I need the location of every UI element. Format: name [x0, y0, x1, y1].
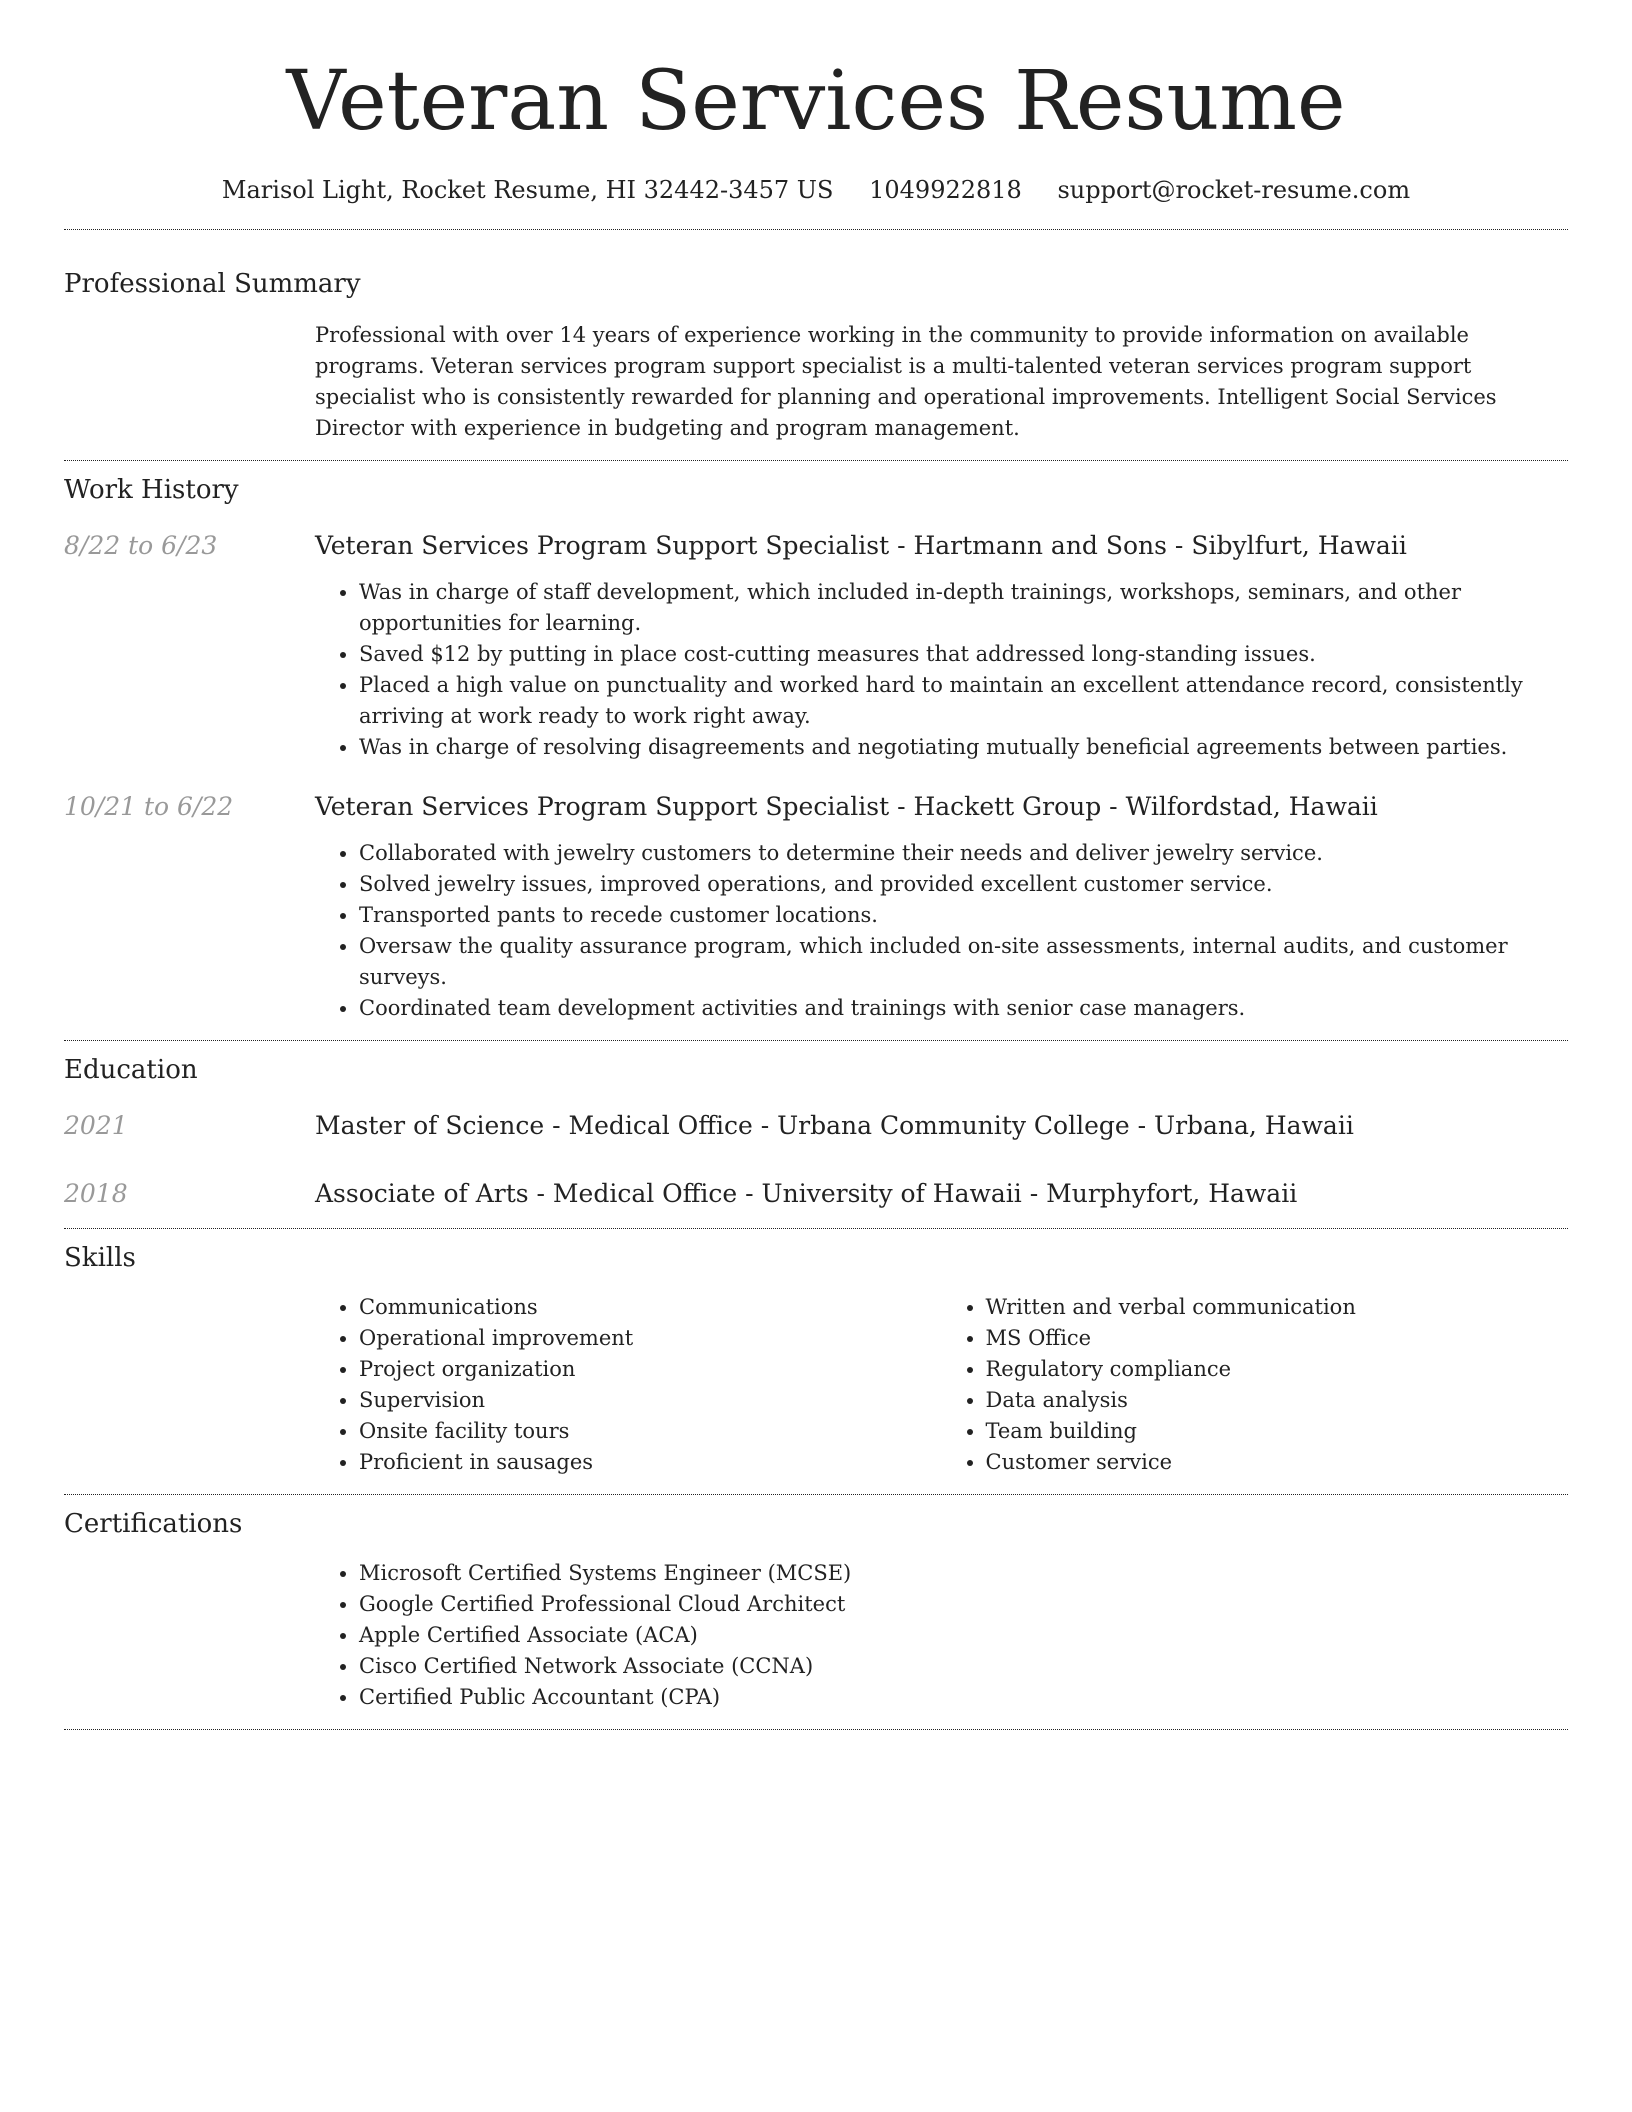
job-bullets [315, 838, 1568, 1024]
certifications-section [64, 1507, 1568, 1713]
certifications-list [315, 1558, 1568, 1713]
summary-text: Professional with over 14 years of experience working in the community to provide information on available programs. Veteran services program support specialist is a multi-talented veteran services program support specialist who is consistently rewarded for planning and operational improvements. Intelligent Social Services Director with experience in budgeting and program management. [315, 323, 1497, 440]
skill-item: • Operational improvement [359, 1323, 942, 1354]
job-dates: 10/21 to 6/22 [64, 792, 234, 821]
resume-page [64, 0, 1568, 1730]
certification-item: • Apple Certified Associate (ACA) [359, 1620, 1568, 1651]
skill-item: • Proficient in sausages [359, 1447, 942, 1478]
divider [64, 460, 1568, 461]
section-heading: Professional Summary [64, 269, 361, 299]
certification-item: • Microsoft Certified Systems Engineer (MCSE) [359, 1558, 1568, 1589]
education-title: Master of Science - Medical Office - Urbana Community College - Urbana, Hawaii [315, 1111, 1354, 1140]
divider [64, 1228, 1568, 1229]
certification-item: • Certified Public Accountant (CPA) [359, 1682, 1568, 1713]
divider [64, 1729, 1568, 1730]
skills-list-left [315, 1292, 942, 1478]
job-bullet: • Saved $12 by putting in place cost-cutting measures that addressed long-standing issues. [359, 639, 1568, 670]
divider [64, 1040, 1568, 1041]
job-title: Veteran Services Program Support Specialist - Hartmann and Sons - Sibylfurt, Hawaii [315, 531, 1407, 560]
work-section [64, 473, 1568, 1024]
summary-section [64, 267, 1568, 444]
contact-line [64, 174, 1568, 206]
job-title: Veteran Services Program Support Specialist - Hackett Group - Wilfordstad, Hawaii [315, 792, 1378, 821]
skill-item: • Written and verbal communication [986, 1292, 1569, 1323]
divider [64, 229, 1568, 230]
certification-item: • Cisco Certified Network Associate (CCNA) [359, 1651, 1568, 1682]
section-heading: Certifications [64, 1509, 243, 1539]
education-entry [64, 1177, 1568, 1213]
education-title: Associate of Arts - Medical Office - University of Hawaii - Murphyfort, Hawaii [315, 1179, 1298, 1208]
section-heading: Skills [64, 1243, 136, 1273]
job-bullet: • Was in charge of staff development, which included in-depth trainings, workshops, seminars, and other opportunities for learning. [359, 577, 1568, 639]
job-bullet: • Placed a high value on punctuality and worked hard to maintain an excellent attendance record, consistently arriving at work ready to work right away. [359, 670, 1568, 732]
skills-section [64, 1241, 1568, 1478]
job-dates: 8/22 to 6/23 [64, 531, 218, 560]
skills-list-right [942, 1292, 1569, 1478]
job-bullet: • Collaborated with jewelry customers to determine their needs and deliver jewelry service. [359, 838, 1568, 869]
divider [64, 1494, 1568, 1495]
job-bullets [315, 577, 1568, 763]
skill-item: • Onsite facility tours [359, 1416, 942, 1447]
skill-item: • Customer service [986, 1447, 1569, 1478]
contact-address: Marisol Light, Rocket Resume, HI 32442-3457 US [221, 176, 834, 204]
contact-phone: 1049922818 [869, 176, 1022, 204]
skill-item: • Supervision [359, 1385, 942, 1416]
job-bullet: • Oversaw the quality assurance program, which included on-site assessments, internal audits, and customer surveys. [359, 931, 1568, 993]
certification-item: • Google Certified Professional Cloud Architect [359, 1589, 1568, 1620]
skill-item: • Data analysis [986, 1385, 1569, 1416]
job-bullet: • Coordinated team development activities and trainings with senior case managers. [359, 993, 1568, 1024]
skill-item: • Project organization [359, 1354, 942, 1385]
section-heading: Work History [64, 475, 239, 505]
job-bullet: • Transported pants to recede customer locations. [359, 900, 1568, 931]
job-bullet: • Was in charge of resolving disagreements and negotiating mutually beneficial agreements between parties. [359, 732, 1568, 763]
skill-item: • MS Office [986, 1323, 1569, 1354]
education-entry [64, 1109, 1568, 1145]
resume-title: Veteran Services Resume [286, 54, 1346, 149]
job-bullet: • Solved jewelry issues, improved operations, and provided excellent customer service. [359, 869, 1568, 900]
contact-email: support@rocket-resume.com [1057, 176, 1411, 204]
education-year: 2018 [64, 1179, 128, 1208]
education-section [64, 1053, 1568, 1213]
section-heading: Education [64, 1055, 198, 1085]
skill-item: • Regulatory compliance [986, 1354, 1569, 1385]
skill-item: • Communications [359, 1292, 942, 1323]
job-entry [64, 790, 1568, 1024]
education-year: 2021 [64, 1111, 128, 1140]
job-entry [64, 529, 1568, 763]
skill-item: • Team building [986, 1416, 1569, 1447]
